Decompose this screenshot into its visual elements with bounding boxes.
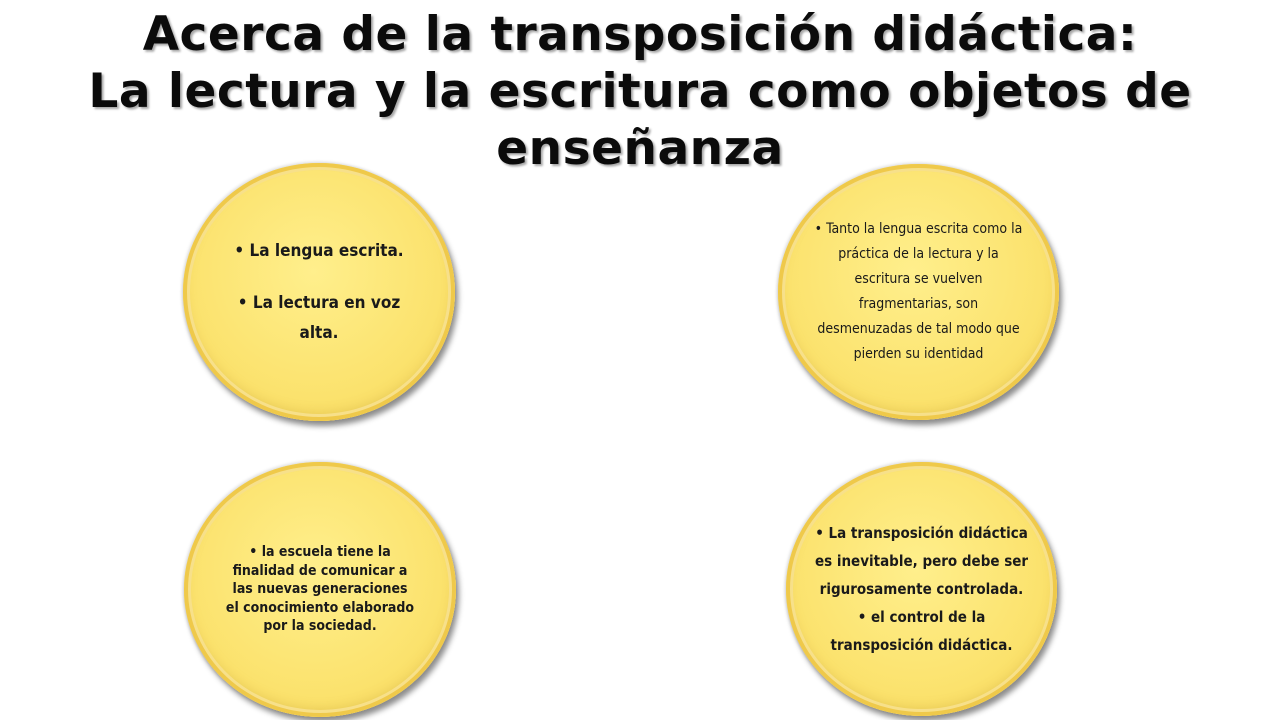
- bullet-item: • el control de la transposición didáctica.: [812, 603, 1031, 659]
- bullet-item: • La transposición didáctica es inevitable, pero debe ser rigurosamente controlada.: [812, 519, 1031, 603]
- title-line-2: La lectura y la escritura como objetos de: [88, 64, 1192, 119]
- bullet-list: [812, 519, 1031, 659]
- slide-title: [0, 6, 1280, 177]
- bullet-item: • la escuela tiene la finalidad de comunicar a las nuevas generaciones el conocimiento elaborado por la sociedad.: [224, 543, 416, 636]
- circle-top-right: [778, 164, 1059, 420]
- bullet-item: • Tanto la lengua escrita como la práctica de la lectura y la escritura se vuelven fragmentarias, son desmenuzadas de tal modo que pierden su identidad: [814, 217, 1023, 367]
- title-line-3: enseñanza: [496, 121, 784, 176]
- circle-bottom-left: [184, 462, 456, 717]
- bullet-list: [814, 217, 1023, 367]
- title-line-1: Acerca de la transposición didáctica:: [142, 7, 1138, 62]
- bullet-item: • La lectura en voz alta.: [234, 288, 404, 348]
- bullet-item: • La lengua escrita.: [234, 236, 404, 266]
- circle-bottom-right: [786, 462, 1057, 716]
- bullet-list: [234, 236, 404, 348]
- bullet-list: [224, 543, 416, 636]
- circle-top-left: [183, 163, 455, 421]
